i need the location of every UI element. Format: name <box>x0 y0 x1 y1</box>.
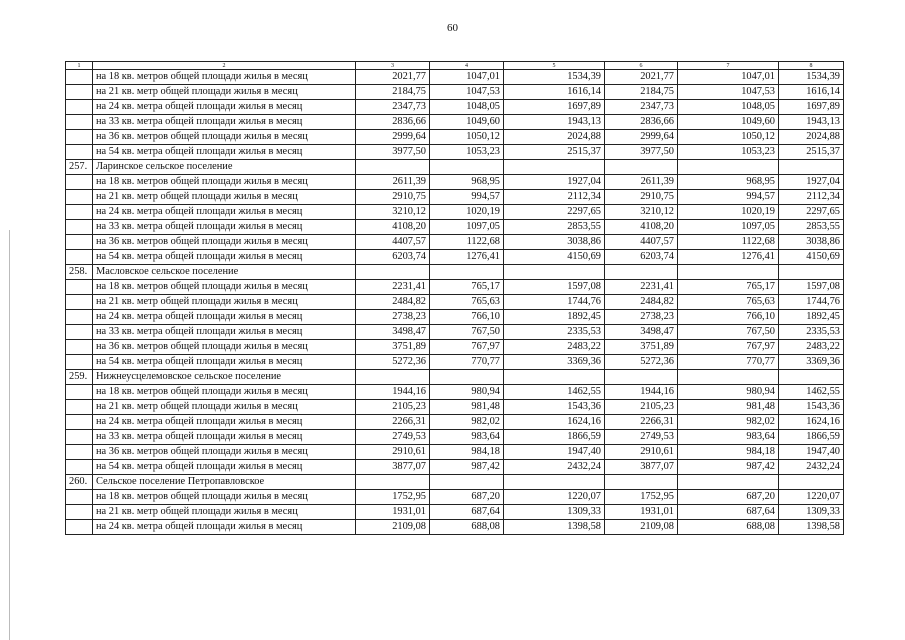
value-cell: 2515,37 <box>504 145 605 160</box>
row-label: на 36 кв. метров общей площади жилья в месяц <box>93 130 356 145</box>
value-cell: 1534,39 <box>504 70 605 85</box>
value-cell: 767,50 <box>430 325 504 340</box>
value-cell: 2999,64 <box>605 130 678 145</box>
value-cell: 766,10 <box>678 310 779 325</box>
settlement-row <box>66 475 844 490</box>
value-cell: 1947,40 <box>779 445 844 460</box>
column-number-cell: 1 <box>66 62 93 70</box>
empty-index-cell <box>66 235 93 250</box>
value-cell: 980,94 <box>430 385 504 400</box>
value-cell: 1462,55 <box>779 385 844 400</box>
empty-cell <box>779 265 844 280</box>
value-cell: 981,48 <box>430 400 504 415</box>
value-cell: 2184,75 <box>356 85 430 100</box>
value-cell: 767,97 <box>678 340 779 355</box>
value-cell: 2105,23 <box>605 400 678 415</box>
empty-cell <box>605 265 678 280</box>
empty-index-cell <box>66 505 93 520</box>
table-row <box>66 490 844 505</box>
value-cell: 4150,69 <box>504 250 605 265</box>
value-cell: 687,20 <box>678 490 779 505</box>
value-cell: 1050,12 <box>430 130 504 145</box>
value-cell: 687,20 <box>430 490 504 505</box>
settlement-row <box>66 370 844 385</box>
value-cell: 1927,04 <box>779 175 844 190</box>
value-cell: 3877,07 <box>356 460 430 475</box>
value-cell: 6203,74 <box>356 250 430 265</box>
value-cell: 770,77 <box>678 355 779 370</box>
value-cell: 1276,41 <box>678 250 779 265</box>
value-cell: 2853,55 <box>504 220 605 235</box>
settlement-index: 257. <box>66 160 93 175</box>
value-cell: 1048,05 <box>678 100 779 115</box>
value-cell: 1053,23 <box>678 145 779 160</box>
table-row <box>66 145 844 160</box>
empty-index-cell <box>66 430 93 445</box>
value-cell: 1122,68 <box>678 235 779 250</box>
empty-cell <box>504 370 605 385</box>
value-cell: 4407,57 <box>605 235 678 250</box>
value-cell: 2515,37 <box>779 145 844 160</box>
empty-index-cell <box>66 190 93 205</box>
value-cell: 5272,36 <box>356 355 430 370</box>
settlement-index: 260. <box>66 475 93 490</box>
value-cell: 1752,95 <box>605 490 678 505</box>
empty-cell <box>504 265 605 280</box>
value-cell: 1624,16 <box>504 415 605 430</box>
settlement-name: Масловское сельское поселение <box>93 265 356 280</box>
table-row <box>66 295 844 310</box>
column-number-cell: 6 <box>605 62 678 70</box>
value-cell: 1047,53 <box>678 85 779 100</box>
value-cell: 688,08 <box>430 520 504 535</box>
value-cell: 2738,23 <box>605 310 678 325</box>
empty-index-cell <box>66 460 93 475</box>
value-cell: 984,18 <box>678 445 779 460</box>
value-cell: 3751,89 <box>605 340 678 355</box>
empty-index-cell <box>66 130 93 145</box>
value-cell: 1309,33 <box>779 505 844 520</box>
empty-index-cell <box>66 70 93 85</box>
value-cell: 2483,22 <box>504 340 605 355</box>
table-row <box>66 355 844 370</box>
value-cell: 2347,73 <box>605 100 678 115</box>
settlement-name: Нижнеусцелемовское сельское поселение <box>93 370 356 385</box>
table-row <box>66 190 844 205</box>
empty-cell <box>605 160 678 175</box>
empty-index-cell <box>66 145 93 160</box>
value-cell: 1752,95 <box>356 490 430 505</box>
value-cell: 5272,36 <box>605 355 678 370</box>
empty-cell <box>504 475 605 490</box>
row-label: на 18 кв. метров общей площади жилья в месяц <box>93 490 356 505</box>
value-cell: 3977,50 <box>356 145 430 160</box>
value-cell: 2432,24 <box>779 460 844 475</box>
table-row <box>66 235 844 250</box>
value-cell: 983,64 <box>430 430 504 445</box>
empty-index-cell <box>66 355 93 370</box>
value-cell: 1943,13 <box>779 115 844 130</box>
value-cell: 2109,08 <box>356 520 430 535</box>
value-cell: 1947,40 <box>504 445 605 460</box>
value-cell: 1597,08 <box>504 280 605 295</box>
value-cell: 3877,07 <box>605 460 678 475</box>
value-cell: 2024,88 <box>504 130 605 145</box>
value-cell: 2112,34 <box>779 190 844 205</box>
value-cell: 1892,45 <box>779 310 844 325</box>
table-row <box>66 430 844 445</box>
value-cell: 987,42 <box>678 460 779 475</box>
table-row <box>66 520 844 535</box>
table-row <box>66 85 844 100</box>
empty-cell <box>678 160 779 175</box>
value-cell: 981,48 <box>678 400 779 415</box>
value-cell: 1543,36 <box>779 400 844 415</box>
value-cell: 1048,05 <box>430 100 504 115</box>
value-cell: 1398,58 <box>779 520 844 535</box>
empty-cell <box>504 160 605 175</box>
value-cell: 766,10 <box>430 310 504 325</box>
empty-cell <box>430 265 504 280</box>
row-label: на 24 кв. метра общей площади жилья в месяц <box>93 310 356 325</box>
row-label: на 54 кв. метра общей площади жилья в месяц <box>93 250 356 265</box>
empty-index-cell <box>66 280 93 295</box>
value-cell: 2484,82 <box>605 295 678 310</box>
table-row <box>66 130 844 145</box>
value-cell: 2836,66 <box>356 115 430 130</box>
table-row <box>66 325 844 340</box>
table-row <box>66 175 844 190</box>
scan-edge-line <box>9 230 10 640</box>
value-cell: 3038,86 <box>504 235 605 250</box>
value-cell: 1931,01 <box>356 505 430 520</box>
table-row <box>66 250 844 265</box>
empty-cell <box>678 265 779 280</box>
table-row <box>66 205 844 220</box>
value-cell: 1744,76 <box>779 295 844 310</box>
empty-index-cell <box>66 310 93 325</box>
row-label: на 18 кв. метров общей площади жилья в месяц <box>93 280 356 295</box>
value-cell: 4108,20 <box>356 220 430 235</box>
row-label: на 18 кв. метров общей площади жилья в месяц <box>93 70 356 85</box>
row-label: на 24 кв. метра общей площади жилья в месяц <box>93 205 356 220</box>
row-label: на 54 кв. метра общей площади жилья в месяц <box>93 355 356 370</box>
empty-index-cell <box>66 385 93 400</box>
value-cell: 2749,53 <box>605 430 678 445</box>
empty-index-cell <box>66 400 93 415</box>
value-cell: 4150,69 <box>779 250 844 265</box>
row-label: на 21 кв. метр общей площади жилья в месяц <box>93 295 356 310</box>
value-cell: 982,02 <box>430 415 504 430</box>
table-row <box>66 400 844 415</box>
row-label: на 54 кв. метра общей площади жилья в месяц <box>93 145 356 160</box>
value-cell: 968,95 <box>430 175 504 190</box>
value-cell: 987,42 <box>430 460 504 475</box>
value-cell: 1276,41 <box>430 250 504 265</box>
row-label: на 24 кв. метра общей площади жилья в месяц <box>93 100 356 115</box>
value-cell: 1049,60 <box>430 115 504 130</box>
value-cell: 2297,65 <box>504 205 605 220</box>
row-label: на 18 кв. метров общей площади жилья в месяц <box>93 385 356 400</box>
table-row <box>66 505 844 520</box>
value-cell: 2484,82 <box>356 295 430 310</box>
value-cell: 1534,39 <box>779 70 844 85</box>
table-row <box>66 280 844 295</box>
value-cell: 1053,23 <box>430 145 504 160</box>
value-cell: 1744,76 <box>504 295 605 310</box>
value-cell: 2910,61 <box>605 445 678 460</box>
value-cell: 1944,16 <box>605 385 678 400</box>
settlement-index: 259. <box>66 370 93 385</box>
empty-cell <box>779 160 844 175</box>
value-cell: 1220,07 <box>504 490 605 505</box>
value-cell: 2483,22 <box>779 340 844 355</box>
value-cell: 1697,89 <box>779 100 844 115</box>
value-cell: 2611,39 <box>356 175 430 190</box>
value-cell: 968,95 <box>678 175 779 190</box>
value-cell: 1020,19 <box>678 205 779 220</box>
empty-index-cell <box>66 325 93 340</box>
empty-index-cell <box>66 520 93 535</box>
value-cell: 2266,31 <box>356 415 430 430</box>
value-cell: 1616,14 <box>779 85 844 100</box>
value-cell: 2999,64 <box>356 130 430 145</box>
value-cell: 2335,53 <box>779 325 844 340</box>
settlement-name: Сельское поселение Петропавловское <box>93 475 356 490</box>
value-cell: 1697,89 <box>504 100 605 115</box>
column-number-cell: 2 <box>93 62 356 70</box>
value-cell: 1122,68 <box>430 235 504 250</box>
value-cell: 6203,74 <box>605 250 678 265</box>
empty-index-cell <box>66 115 93 130</box>
empty-cell <box>678 370 779 385</box>
settlement-index: 258. <box>66 265 93 280</box>
row-label: на 33 кв. метра общей площади жилья в месяц <box>93 325 356 340</box>
table-row <box>66 100 844 115</box>
row-label: на 36 кв. метров общей площади жилья в месяц <box>93 445 356 460</box>
value-cell: 980,94 <box>678 385 779 400</box>
row-label: на 36 кв. метров общей площади жилья в месяц <box>93 235 356 250</box>
value-cell: 982,02 <box>678 415 779 430</box>
row-label: на 21 кв. метр общей площади жилья в месяц <box>93 400 356 415</box>
row-label: на 21 кв. метр общей площади жилья в месяц <box>93 505 356 520</box>
value-cell: 1050,12 <box>678 130 779 145</box>
settlement-name: Ларинское сельское поселение <box>93 160 356 175</box>
value-cell: 1047,01 <box>678 70 779 85</box>
column-number-cell: 7 <box>678 62 779 70</box>
value-cell: 1020,19 <box>430 205 504 220</box>
row-label: на 33 кв. метра общей площади жилья в месяц <box>93 220 356 235</box>
value-cell: 2024,88 <box>779 130 844 145</box>
value-cell: 1543,36 <box>504 400 605 415</box>
empty-index-cell <box>66 295 93 310</box>
row-label: на 21 кв. метр общей площади жилья в месяц <box>93 190 356 205</box>
row-label: на 24 кв. метра общей площади жилья в месяц <box>93 520 356 535</box>
value-cell: 3038,86 <box>779 235 844 250</box>
value-cell: 765,17 <box>678 280 779 295</box>
empty-index-cell <box>66 250 93 265</box>
value-cell: 2432,24 <box>504 460 605 475</box>
empty-cell <box>356 160 430 175</box>
value-cell: 687,64 <box>678 505 779 520</box>
empty-index-cell <box>66 205 93 220</box>
value-cell: 2021,77 <box>605 70 678 85</box>
value-cell: 1943,13 <box>504 115 605 130</box>
table-row <box>66 220 844 235</box>
value-cell: 767,97 <box>430 340 504 355</box>
value-cell: 4108,20 <box>605 220 678 235</box>
value-cell: 2231,41 <box>356 280 430 295</box>
value-cell: 688,08 <box>678 520 779 535</box>
empty-cell <box>605 370 678 385</box>
value-cell: 2749,53 <box>356 430 430 445</box>
value-cell: 1944,16 <box>356 385 430 400</box>
value-cell: 994,57 <box>678 190 779 205</box>
value-cell: 2836,66 <box>605 115 678 130</box>
page-number: 60 <box>447 22 458 34</box>
table-row <box>66 340 844 355</box>
empty-cell <box>430 160 504 175</box>
value-cell: 2266,31 <box>605 415 678 430</box>
value-cell: 2184,75 <box>605 85 678 100</box>
value-cell: 1892,45 <box>504 310 605 325</box>
table-row <box>66 445 844 460</box>
empty-index-cell <box>66 100 93 115</box>
tariff-table <box>65 61 844 535</box>
row-label: на 18 кв. метров общей площади жилья в месяц <box>93 175 356 190</box>
value-cell: 2105,23 <box>356 400 430 415</box>
value-cell: 1597,08 <box>779 280 844 295</box>
value-cell: 765,17 <box>430 280 504 295</box>
empty-cell <box>356 475 430 490</box>
row-label: на 33 кв. метра общей площади жилья в месяц <box>93 115 356 130</box>
value-cell: 1927,04 <box>504 175 605 190</box>
value-cell: 2910,75 <box>356 190 430 205</box>
value-cell: 1047,01 <box>430 70 504 85</box>
column-number-cell: 4 <box>430 62 504 70</box>
column-number-cell: 3 <box>356 62 430 70</box>
value-cell: 1097,05 <box>430 220 504 235</box>
column-number-row <box>66 62 844 70</box>
value-cell: 3369,36 <box>779 355 844 370</box>
value-cell: 3369,36 <box>504 355 605 370</box>
value-cell: 984,18 <box>430 445 504 460</box>
empty-index-cell <box>66 85 93 100</box>
settlement-row <box>66 265 844 280</box>
table-body <box>66 62 844 535</box>
table-row <box>66 310 844 325</box>
value-cell: 1624,16 <box>779 415 844 430</box>
value-cell: 1309,33 <box>504 505 605 520</box>
empty-cell <box>678 475 779 490</box>
value-cell: 2231,41 <box>605 280 678 295</box>
value-cell: 1398,58 <box>504 520 605 535</box>
value-cell: 994,57 <box>430 190 504 205</box>
row-label: на 24 кв. метра общей площади жилья в месяц <box>93 415 356 430</box>
row-label: на 33 кв. метра общей площади жилья в месяц <box>93 430 356 445</box>
value-cell: 1931,01 <box>605 505 678 520</box>
value-cell: 1220,07 <box>779 490 844 505</box>
column-number-cell: 8 <box>779 62 844 70</box>
empty-index-cell <box>66 220 93 235</box>
table-row <box>66 70 844 85</box>
settlement-row <box>66 160 844 175</box>
value-cell: 2335,53 <box>504 325 605 340</box>
column-number-cell: 5 <box>504 62 605 70</box>
value-cell: 1866,59 <box>504 430 605 445</box>
value-cell: 3498,47 <box>356 325 430 340</box>
empty-index-cell <box>66 340 93 355</box>
value-cell: 983,64 <box>678 430 779 445</box>
value-cell: 1866,59 <box>779 430 844 445</box>
value-cell: 3498,47 <box>605 325 678 340</box>
value-cell: 2853,55 <box>779 220 844 235</box>
value-cell: 3210,12 <box>605 205 678 220</box>
value-cell: 3751,89 <box>356 340 430 355</box>
empty-cell <box>779 370 844 385</box>
table-row <box>66 460 844 475</box>
empty-cell <box>430 475 504 490</box>
value-cell: 2611,39 <box>605 175 678 190</box>
value-cell: 765,63 <box>678 295 779 310</box>
row-label: на 54 кв. метра общей площади жилья в месяц <box>93 460 356 475</box>
value-cell: 1097,05 <box>678 220 779 235</box>
empty-index-cell <box>66 490 93 505</box>
value-cell: 1049,60 <box>678 115 779 130</box>
value-cell: 2021,77 <box>356 70 430 85</box>
empty-cell <box>356 370 430 385</box>
empty-index-cell <box>66 415 93 430</box>
empty-cell <box>430 370 504 385</box>
row-label: на 21 кв. метр общей площади жилья в месяц <box>93 85 356 100</box>
value-cell: 3210,12 <box>356 205 430 220</box>
value-cell: 2738,23 <box>356 310 430 325</box>
value-cell: 1462,55 <box>504 385 605 400</box>
table-row <box>66 115 844 130</box>
empty-index-cell <box>66 445 93 460</box>
value-cell: 2910,61 <box>356 445 430 460</box>
value-cell: 2347,73 <box>356 100 430 115</box>
value-cell: 2109,08 <box>605 520 678 535</box>
value-cell: 765,63 <box>430 295 504 310</box>
empty-cell <box>779 475 844 490</box>
table-row <box>66 415 844 430</box>
value-cell: 2297,65 <box>779 205 844 220</box>
empty-cell <box>356 265 430 280</box>
value-cell: 2910,75 <box>605 190 678 205</box>
value-cell: 767,50 <box>678 325 779 340</box>
value-cell: 770,77 <box>430 355 504 370</box>
empty-index-cell <box>66 175 93 190</box>
empty-cell <box>605 475 678 490</box>
row-label: на 36 кв. метров общей площади жилья в месяц <box>93 340 356 355</box>
value-cell: 687,64 <box>430 505 504 520</box>
value-cell: 1047,53 <box>430 85 504 100</box>
value-cell: 3977,50 <box>605 145 678 160</box>
value-cell: 2112,34 <box>504 190 605 205</box>
table-row <box>66 385 844 400</box>
value-cell: 1616,14 <box>504 85 605 100</box>
value-cell: 4407,57 <box>356 235 430 250</box>
